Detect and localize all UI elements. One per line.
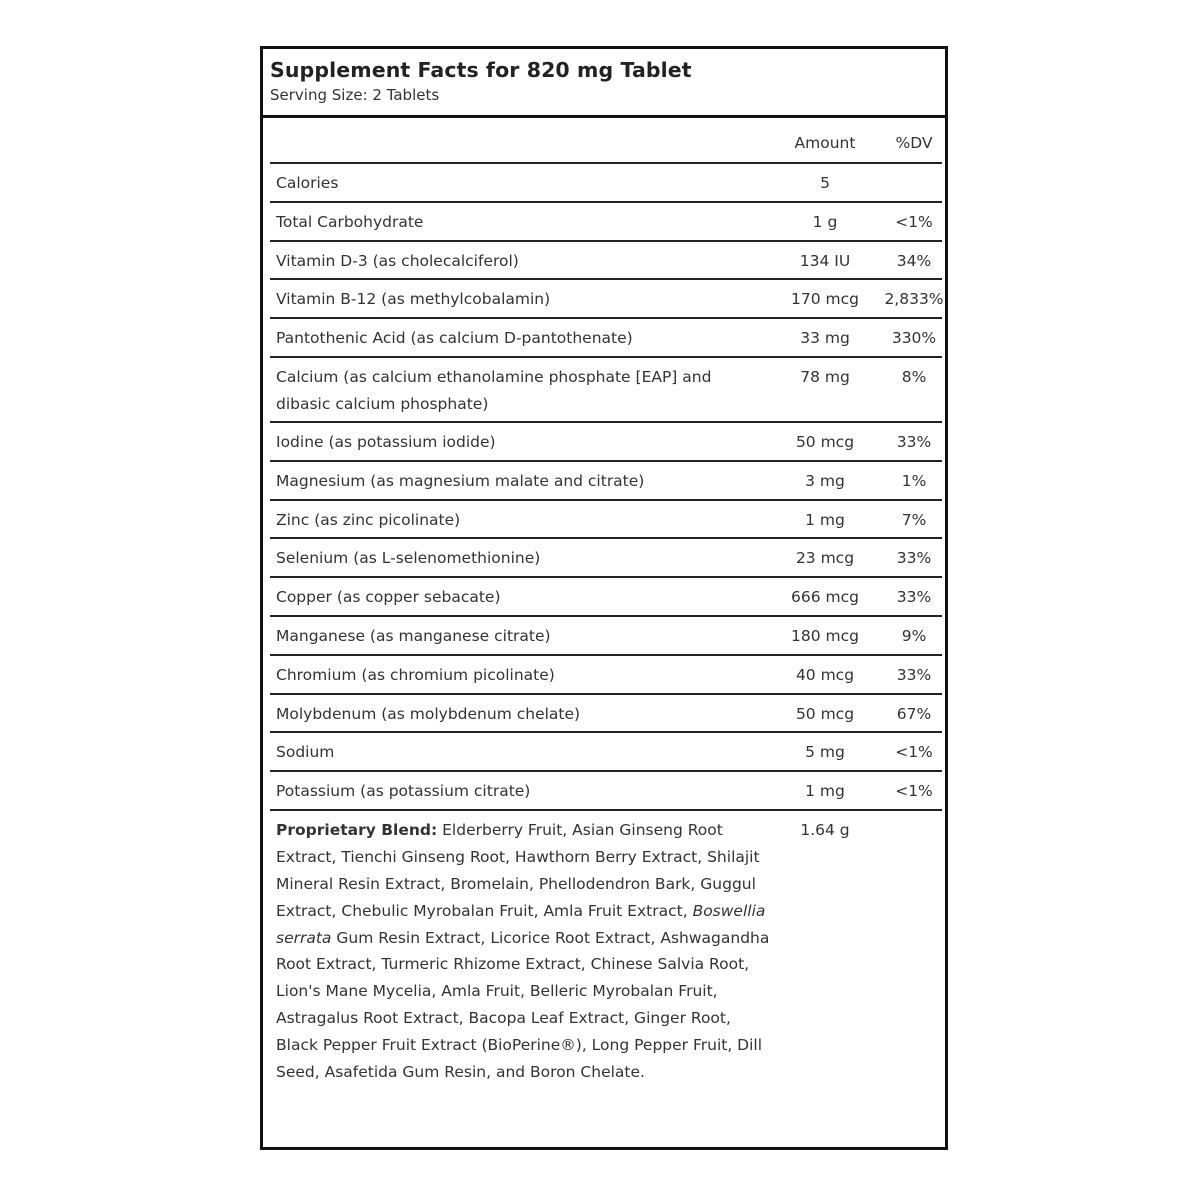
nutrient-name: Potassium (as potassium citrate) bbox=[276, 782, 531, 801]
nutrient-name: Vitamin B-12 (as methylcobalamin) bbox=[276, 290, 551, 309]
table-row bbox=[270, 280, 942, 319]
table-row bbox=[270, 203, 942, 242]
table-row bbox=[270, 733, 942, 772]
nutrient-amount: 40 mcg bbox=[795, 665, 855, 684]
nutrient-dv: 9% bbox=[901, 626, 927, 645]
nutrient-amount: 5 bbox=[820, 174, 830, 192]
nutrient-dv: 33% bbox=[896, 432, 932, 451]
nutrient-name: Vitamin D-3 (as cholecalciferol) bbox=[276, 251, 519, 270]
nutrient-name: Total Carbohydrate bbox=[276, 212, 424, 231]
column-header-amount: Amount bbox=[794, 134, 856, 152]
nutrient-amount: 1 g bbox=[812, 212, 838, 231]
nutrient-dv: 7% bbox=[901, 510, 927, 529]
proprietary-blend-ingredients bbox=[270, 811, 770, 1091]
nutrient-dv: 33% bbox=[896, 665, 932, 684]
blend-ingredients-text: Elderberry Fruit, Asian Ginseng Root Extract, Tienchi Ginseng Root, Hawthorn Berry Extract, Shilajit Mineral Resin Extract, Bromelain, Phellodendron Bark, Guggul Extract, Chebulic Myrobalan Fruit, Amla Fruit Extract, bbox=[276, 820, 760, 920]
nutrient-amount: 1 mg bbox=[805, 782, 845, 801]
table-row bbox=[270, 539, 942, 578]
label-title: Supplement Facts for 820 mg Tablet bbox=[270, 58, 692, 82]
proprietary-blend-label: Proprietary Blend: bbox=[276, 820, 438, 839]
nutrient-dv: 33% bbox=[896, 549, 932, 568]
nutrient-dv: 2,833% bbox=[884, 290, 944, 309]
blend-ingredients-text: Gum Resin Extract, Licorice Root Extract, Ashwagandha Root Extract, Turmeric Rhizome Extract, Chinese Salvia Root, Lion's Mane Mycelia, Amla Fruit, Belleric Myrobalan Fruit, Astragalus Root Extract, Bacopa Leaf Extract, Ginger Root, Black Pepper Fruit Extract (BioPerine®), Long Pepper Fruit, Dill Seed, Asafetida Gum Resin, and Boron Chelate. bbox=[276, 928, 770, 1082]
table-row bbox=[270, 578, 942, 617]
nutrient-amount: 33 mg bbox=[800, 329, 850, 348]
nutrient-dv: 330% bbox=[891, 329, 937, 348]
nutrient-dv: <1% bbox=[895, 782, 933, 801]
proprietary-blend-row bbox=[270, 811, 942, 1091]
nutrient-amount: 23 mcg bbox=[795, 549, 855, 568]
nutrient-amount: 50 mcg bbox=[795, 432, 855, 451]
nutrient-name: Chromium (as chromium picolinate) bbox=[276, 665, 555, 684]
nutrient-name: Zinc (as zinc picolinate) bbox=[276, 510, 461, 529]
nutrient-amount: 134 IU bbox=[799, 251, 851, 270]
nutrient-dv: 33% bbox=[896, 588, 932, 607]
serving-size: Serving Size: 2 Tablets bbox=[270, 86, 440, 104]
blend-ingredient-italic: Boswellia serrata bbox=[276, 901, 766, 947]
nutrient-dv bbox=[880, 164, 948, 170]
label-header bbox=[263, 49, 945, 118]
table-row bbox=[270, 501, 942, 540]
supplement-facts-label bbox=[260, 46, 948, 1150]
table-row bbox=[270, 656, 942, 695]
table-row bbox=[270, 695, 942, 734]
nutrient-name: Sodium bbox=[276, 743, 335, 762]
nutrient-name: Copper (as copper sebacate) bbox=[276, 588, 501, 607]
table-row bbox=[270, 358, 942, 423]
table-row bbox=[270, 772, 942, 811]
column-header-dv: %DV bbox=[895, 134, 933, 152]
nutrient-amount: 666 mcg bbox=[791, 588, 859, 607]
nutrient-amount: 78 mg bbox=[800, 367, 850, 386]
nutrient-name: Molybdenum (as molybdenum chelate) bbox=[276, 704, 581, 723]
table-header-row bbox=[270, 118, 942, 164]
nutrient-name: Selenium (as L-selenomethionine) bbox=[276, 549, 541, 568]
nutrient-dv: 67% bbox=[896, 704, 932, 723]
nutrient-name: Calcium (as calcium ethanolamine phosphate [EAP] and dibasic calcium phosphate) bbox=[276, 367, 712, 413]
nutrient-name: Pantothenic Acid (as calcium D-pantothenate) bbox=[276, 329, 633, 348]
nutrient-name: Manganese (as manganese citrate) bbox=[276, 626, 551, 645]
nutrient-amount: 1 mg bbox=[805, 510, 845, 529]
proprietary-blend-amount: 1.64 g bbox=[800, 820, 850, 839]
table-row bbox=[270, 617, 942, 656]
nutrient-amount: 180 mcg bbox=[791, 626, 859, 645]
table-row bbox=[270, 462, 942, 501]
nutrient-dv: <1% bbox=[895, 212, 933, 231]
nutrient-amount: 5 mg bbox=[805, 743, 845, 762]
nutrient-dv: 34% bbox=[896, 251, 932, 270]
nutrient-name: Iodine (as potassium iodide) bbox=[276, 432, 496, 451]
nutrient-amount: 170 mcg bbox=[791, 290, 859, 309]
nutrient-dv: <1% bbox=[895, 743, 933, 762]
nutrient-amount: 3 mg bbox=[805, 471, 845, 490]
nutrient-dv: 8% bbox=[901, 367, 927, 386]
nutrient-amount: 50 mcg bbox=[795, 704, 855, 723]
nutrient-dv: 1% bbox=[901, 471, 927, 490]
nutrient-table bbox=[270, 118, 942, 1091]
table-row bbox=[270, 423, 942, 462]
proprietary-blend-dv bbox=[880, 811, 948, 817]
table-row bbox=[270, 164, 942, 203]
column-header-name bbox=[270, 118, 770, 129]
nutrient-name: Calories bbox=[276, 174, 339, 192]
table-row bbox=[270, 242, 942, 281]
table-row bbox=[270, 319, 942, 358]
nutrient-name: Magnesium (as magnesium malate and citrate) bbox=[276, 471, 645, 490]
